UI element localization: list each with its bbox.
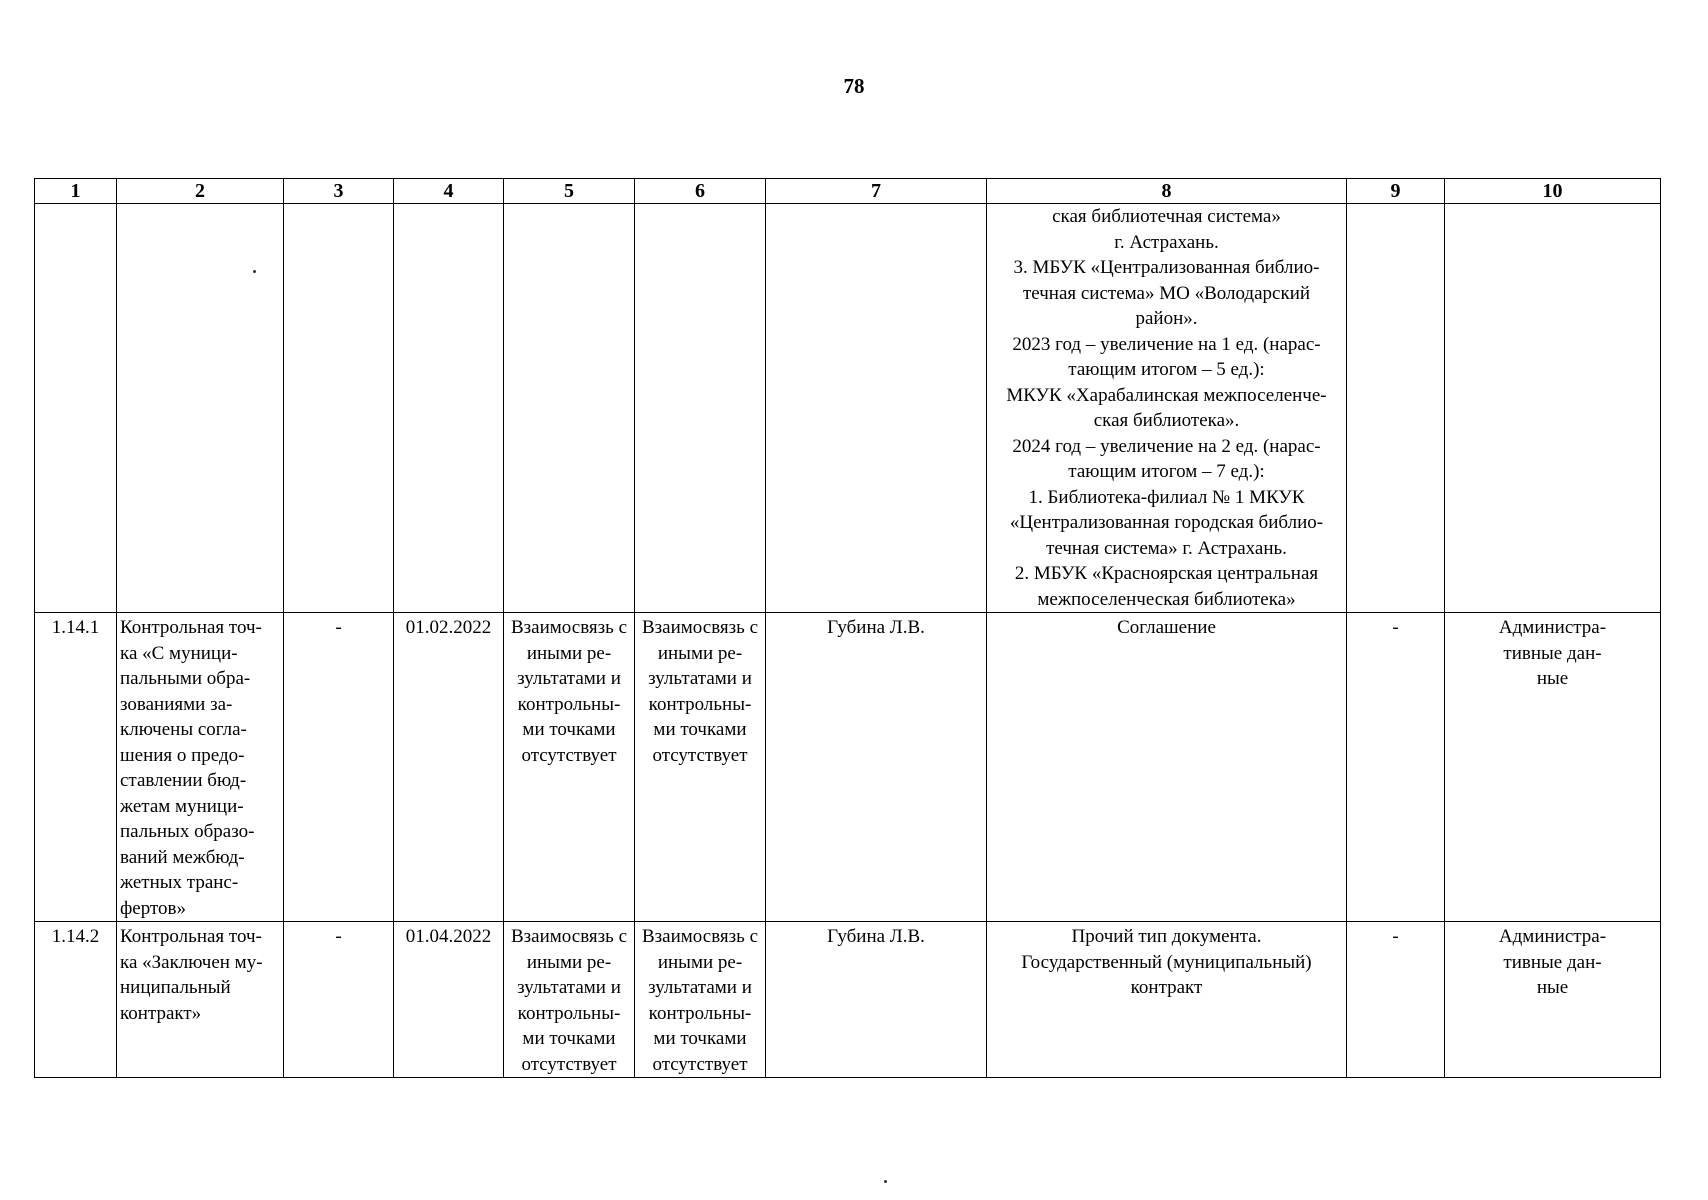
- continuation-cell-2: [117, 204, 284, 613]
- continuation-cell-1: [35, 204, 117, 613]
- data-source: Администра- тивные дан- ные: [1445, 922, 1661, 1078]
- continuation-cell-6: [635, 204, 766, 613]
- column-number-3: 3: [284, 179, 394, 204]
- continuation-indicator-text: ская библиотечная система» г. Астрахань. 3. МБУК «Централизованная библио- течная система» МО «Володарский район». 2023 год – увеличение на 1 ед. (нарас- тающим итогом – 5 ед.): МКУК «Харабалинская межпоселенче- ская библиотека». 2024 год – увеличение на 2 ед. (нарас- тающим итогом – 7 ед.): 1. Библиотека-филиал № 1 МКУК «Централизованная городская библио- течная система» г. Астрахань. 2. МБУК «Красноярская центральная межпоселенческая библиотека»: [987, 204, 1347, 613]
- column-number-9: 9: [1347, 179, 1445, 204]
- column-number-1: 1: [35, 179, 117, 204]
- column-number-4: 4: [394, 179, 504, 204]
- successor-links: Взаимосвязь с иными ре- зультатами и контрольны- ми точками отсутствует: [635, 613, 766, 922]
- scan-speck: [253, 270, 256, 273]
- responsible-person: Губина Л.В.: [766, 922, 987, 1078]
- deadline-date: 01.02.2022: [394, 613, 504, 922]
- table-row: [35, 613, 1661, 922]
- deadline-date: 01.04.2022: [394, 922, 504, 1078]
- table-header-row: [35, 179, 1661, 204]
- info-system: -: [1347, 922, 1445, 1078]
- control-point-name: Контрольная точ- ка «Заключен му- ниципальный контракт»: [117, 922, 284, 1078]
- document-type: Прочий тип документа. Государственный (муниципальный) контракт: [987, 922, 1347, 1078]
- column-number-2: 2: [117, 179, 284, 204]
- scan-speck: [884, 1180, 887, 1183]
- info-system: -: [1347, 613, 1445, 922]
- column-number-6: 6: [635, 179, 766, 204]
- continuation-cell-5: [504, 204, 635, 613]
- column-number-7: 7: [766, 179, 987, 204]
- column-number-8: 8: [987, 179, 1347, 204]
- document-type: Соглашение: [987, 613, 1347, 922]
- row-number: 1.14.2: [35, 922, 117, 1078]
- predecessor-links: Взаимосвязь с иными ре- зультатами и контрольны- ми точками отсутствует: [504, 613, 635, 922]
- control-points-table: [34, 178, 1661, 1078]
- row-number: 1.14.1: [35, 613, 117, 922]
- continuation-cell-3: [284, 204, 394, 613]
- control-point-name: Контрольная точ- ка «С муници- пальными обра- зованиями за- ключены согла- шения о предо- ставлении бюд- жетам муници- пальных образо- ваний межбюд- жетных транс- фертов»: [117, 613, 284, 922]
- base-value: -: [284, 613, 394, 922]
- page-number: 78: [843, 74, 865, 98]
- data-source: Администра- тивные дан- ные: [1445, 613, 1661, 922]
- column-number-5: 5: [504, 179, 635, 204]
- base-value: -: [284, 922, 394, 1078]
- responsible-person: Губина Л.В.: [766, 613, 987, 922]
- continuation-cell-10: [1445, 204, 1661, 613]
- table-row-continuation: [35, 204, 1661, 613]
- successor-links: Взаимосвязь с иными ре- зультатами и контрольны- ми точками отсутствует: [635, 922, 766, 1078]
- continuation-cell-7: [766, 204, 987, 613]
- table-row: [35, 922, 1661, 1078]
- continuation-cell-9: [1347, 204, 1445, 613]
- predecessor-links: Взаимосвязь с иными ре- зультатами и контрольны- ми точками отсутствует: [504, 922, 635, 1078]
- column-number-10: 10: [1445, 179, 1661, 204]
- continuation-cell-4: [394, 204, 504, 613]
